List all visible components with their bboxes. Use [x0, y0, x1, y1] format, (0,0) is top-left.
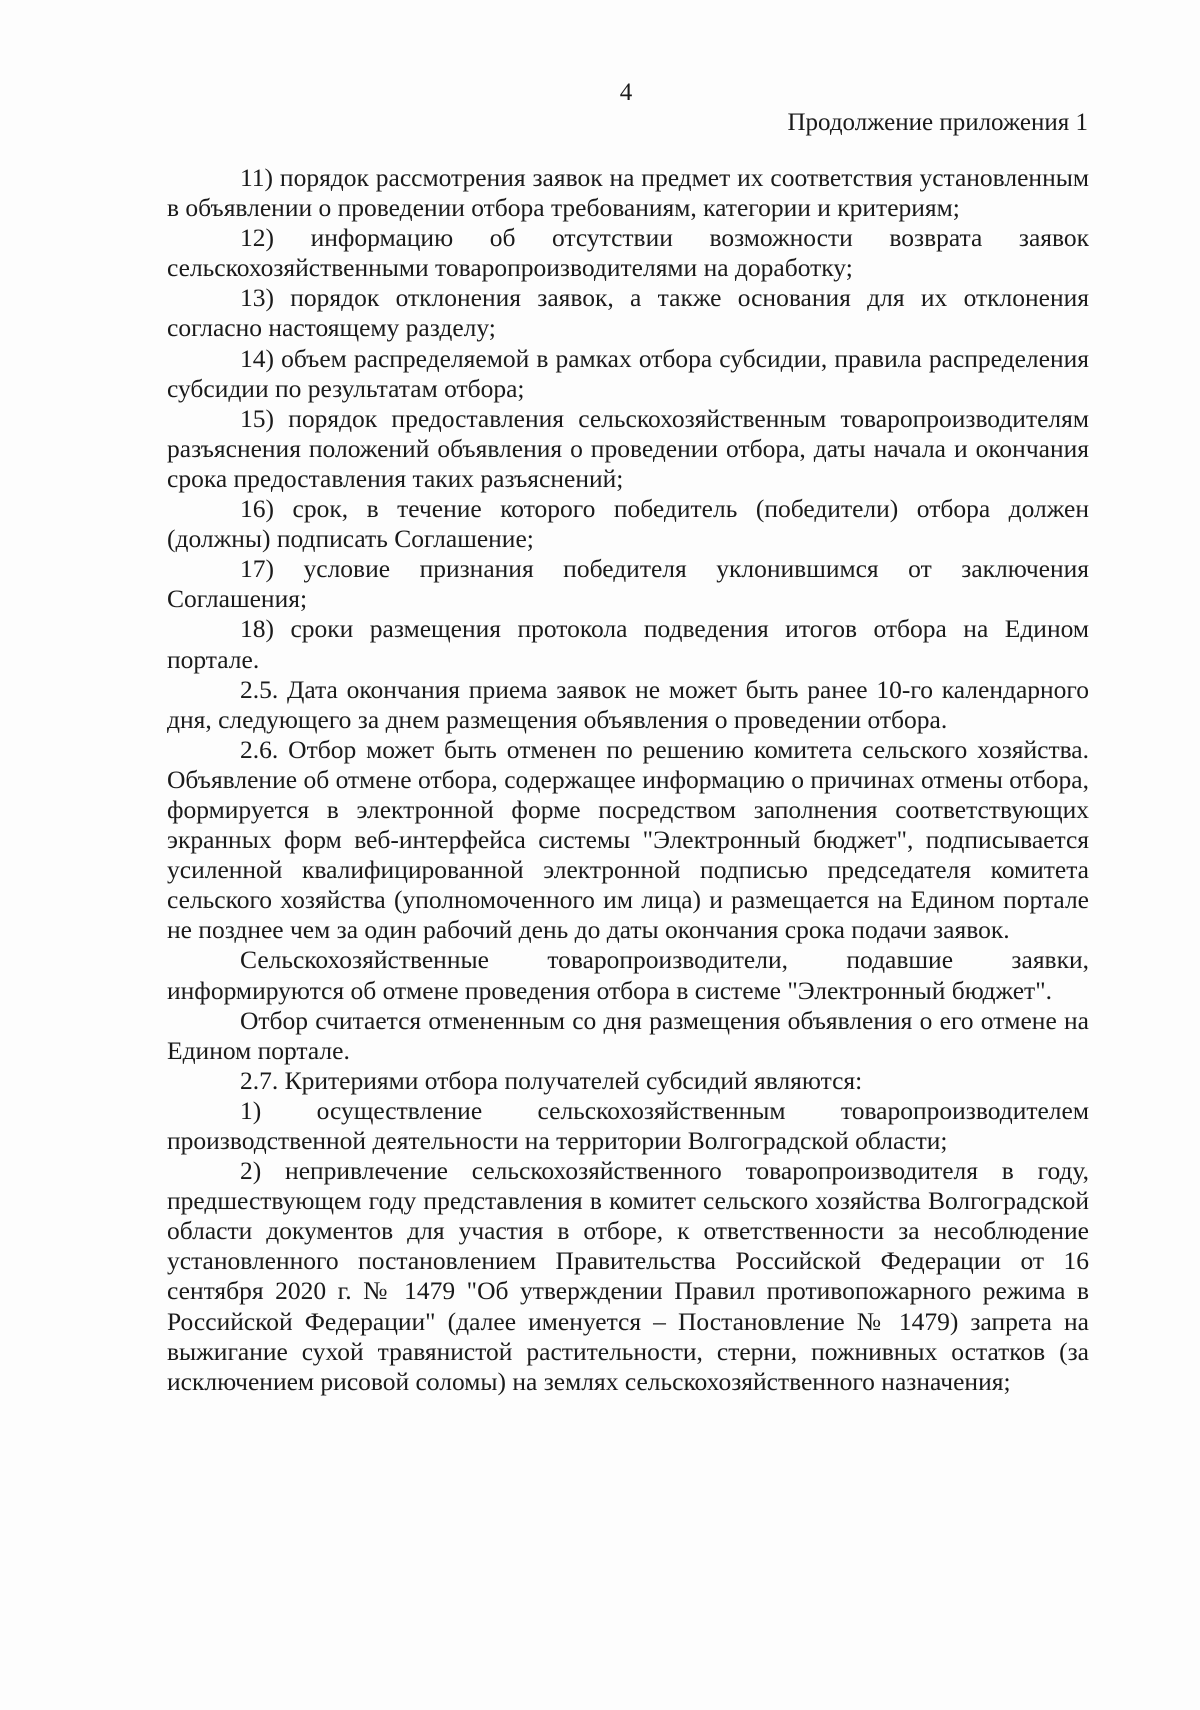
page-number: 4 — [619, 79, 633, 106]
clause-2-6-cancellation: Отбор считается отмененным со дня размещения объявления о его отмене на Едином портале. — [167, 1005, 1089, 1065]
clause-2-6-notification: Сельскохозяйственные товаропроизводители, подавшие заявки, информируются об отмене проведения отбора в системе "Электронный бюджет". — [167, 945, 1089, 1005]
list-item-16: 16) срок, в течение которого победитель (победители) отбора должен (должны) подписать Соглашение; — [167, 494, 1089, 554]
document-body — [167, 163, 1089, 1397]
running-title: Продолжение приложения 1 — [787, 109, 1088, 136]
list-item-15: 15) порядок предоставления сельскохозяйственным товаропроизводителям разъяснения положений объявления о проведении отбора, даты начала и окончания срока предоставления таких разъяснений; — [167, 403, 1089, 493]
clause-2-5: 2.5. Дата окончания приема заявок не может быть ранее 10-го календарного дня, следующего за днем размещения объявления о проведении отбора. — [167, 674, 1089, 734]
list-item-17: 17) условие признания победителя уклонившимся от заключения Соглашения; — [167, 554, 1089, 614]
criterion-1: 1) осуществление сельскохозяйственным товаропроизводителем производственной деятельности на территории Волгоградской области; — [167, 1095, 1089, 1155]
criterion-2: 2) непривлечение сельскохозяйственного товаропроизводителя в году, предшествующем году представления в комитет сельского хозяйства Волгоградской области документов для участия в отборе, к ответственности за несоблюдение установленного постановлением Правительства Российской Федерации от 16 сентября 2020 г. № 1479 "Об утверждении Правил противопожарного режима в Российской Федерации" (далее именуется – Постановление № 1479) запрета на выжигание сухой травянистой растительности, стерни, пожнивных остатков (за исключением рисовой соломы) на землях сельскохозяйственного назначения; — [167, 1156, 1089, 1396]
list-item-12: 12) информацию об отсутствии возможности возврата заявок сельскохозяйственными товаропроизводителями на доработку; — [167, 223, 1089, 283]
list-item-11: 11) порядок рассмотрения заявок на предмет их соответствия установленным в объявлении о проведении отбора требованиям, категории и критериям; — [167, 163, 1089, 223]
list-item-13: 13) порядок отклонения заявок, а также основания для их отклонения согласно настоящему разделу; — [167, 283, 1089, 343]
list-item-18: 18) сроки размещения протокола подведения итогов отбора на Едином портале. — [167, 614, 1089, 674]
list-item-14: 14) объем распределяемой в рамках отбора субсидии, правила распределения субсидии по результатам отбора; — [167, 343, 1089, 403]
clause-2-6: 2.6. Отбор может быть отменен по решению комитета сельского хозяйства. Объявление об отмене отбора, содержащее информацию о причинах отмены отбора, формируется в электронной форме посредством заполнения соответствующих экранных форм веб-интерфейса системы "Электронный бюджет", подписывается усиленной квалифицированной электронной подписью председателя комитета сельского хозяйства (уполномоченного им лица) и размещается на Едином портале не позднее чем за один рабочий день до даты окончания срока подачи заявок. — [167, 734, 1089, 945]
clause-2-7: 2.7. Критериями отбора получателей субсидий являются: — [240, 1065, 863, 1095]
